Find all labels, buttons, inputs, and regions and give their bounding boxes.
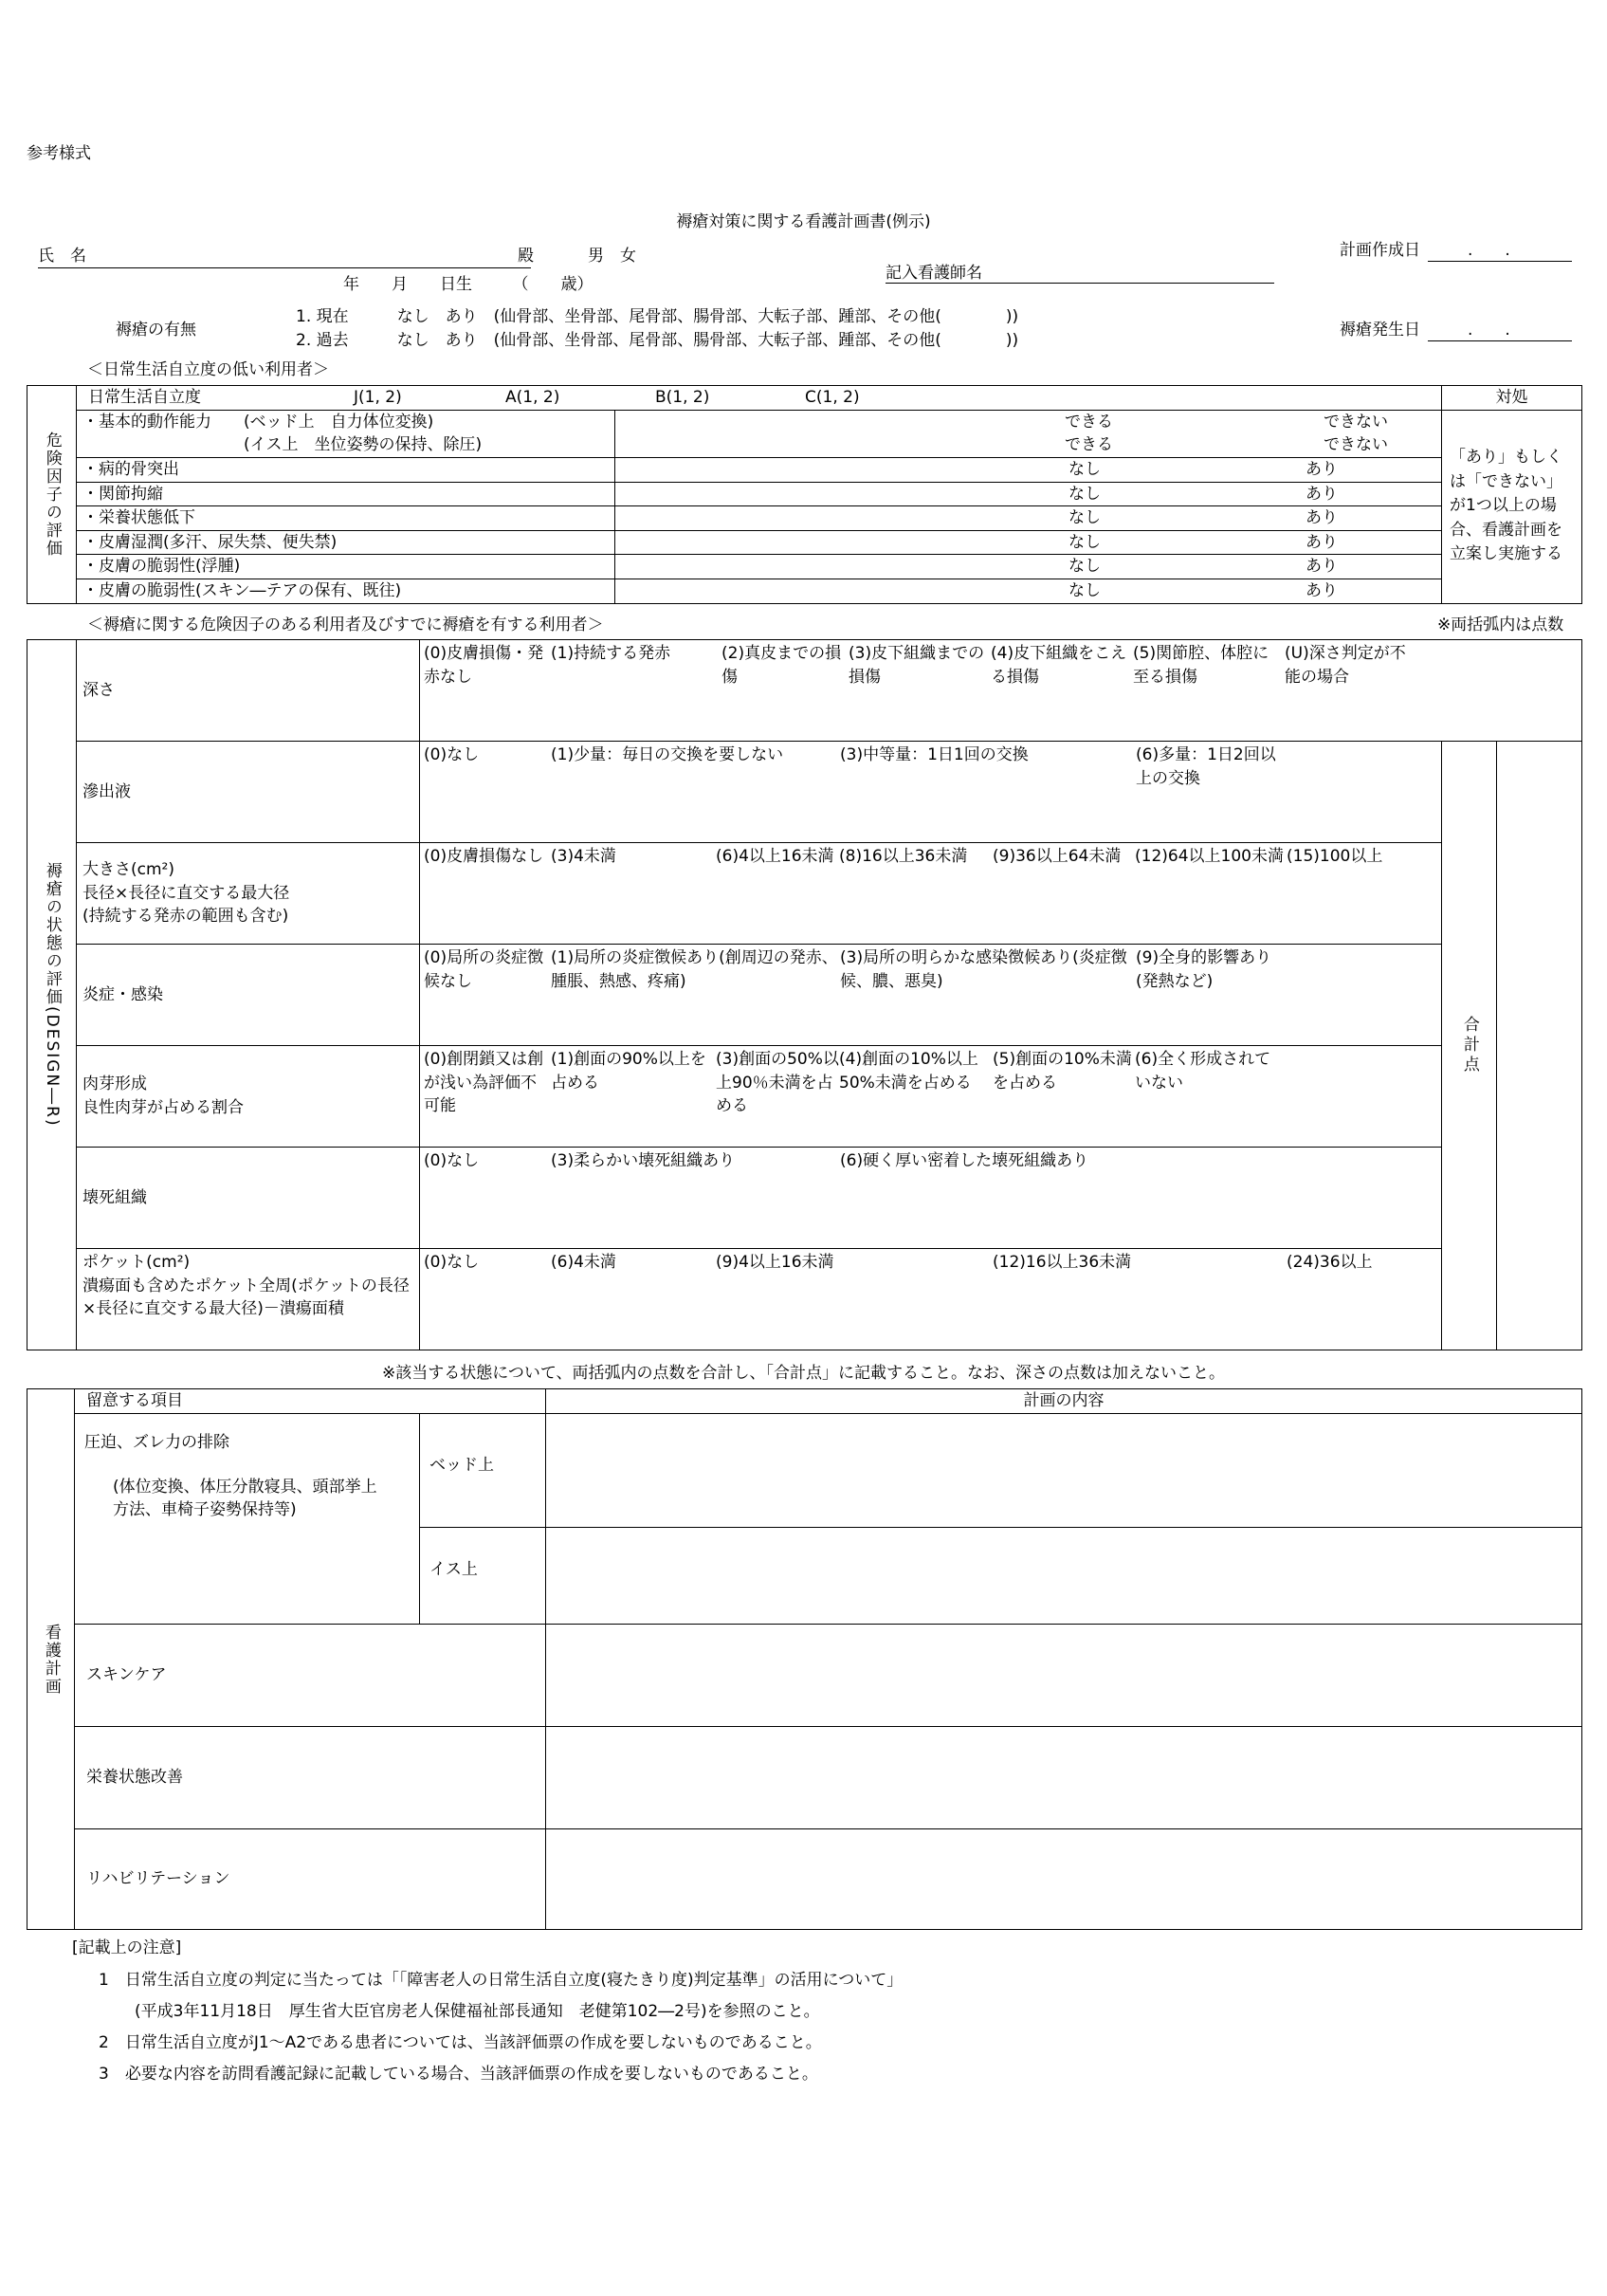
design-r-table <box>27 639 1582 1350</box>
factor-edema: ・皮膚の脆弱性(浮腫) <box>77 555 615 579</box>
necrosis-opt-3[interactable]: (3)柔らかい壊死組織あり <box>551 1151 736 1170</box>
depth-opt-0[interactable]: (0)皮膚損傷・発赤なし <box>424 644 544 687</box>
depth-opt-4[interactable]: (4)皮下組織をこえる損傷 <box>991 644 1127 687</box>
exudate-label: 滲出液 <box>77 742 420 843</box>
risk-factor-table <box>27 385 1582 604</box>
factor-moisture-none[interactable]: なし <box>1068 532 1101 552</box>
page-title: 褥瘡対策に関する看護計画書(例示) <box>676 212 931 231</box>
note-2: 2 日常生活自立度がJ1～A2である患者については、当該評価票の作成を要しないものであること。 <box>99 2033 822 2052</box>
nutrition-label: 栄養状態改善 <box>75 1727 546 1829</box>
bed-cannot[interactable]: できない <box>1324 412 1388 432</box>
exudate-opt-0[interactable]: (0)なし <box>424 745 480 764</box>
rehab-plan-content[interactable] <box>546 1829 1582 1930</box>
size-opt-3[interactable]: (3)4未満 <box>551 847 616 866</box>
depth-opt-5[interactable]: (5)関節腔、体腔に至る損傷 <box>1133 644 1269 687</box>
response-header: 対処 <box>1442 386 1582 411</box>
scoring-footnote: ※該当する状態について、両括弧内の点数を合計し、「合計点」に記載すること。なお、深さの点数は加えないこと。 <box>381 1364 1226 1383</box>
basic-ability-label: ・基本的動作能力 (ベッド上 自力体位変換) <box>82 412 434 432</box>
section1-side-label: 危険因子の評価 <box>27 386 77 604</box>
size-opt-15[interactable]: (15)100以上 <box>1287 847 1383 866</box>
onset-date-label: 褥瘡発生日 <box>1340 321 1420 340</box>
granulation-opt-6[interactable]: (6)全く形成されていない <box>1135 1050 1271 1093</box>
inflammation-label: 炎症・感染 <box>77 945 420 1046</box>
pocket-label-2: 潰瘍面も含めたポケット全周(ポケットの長径×長径に直交する最大径)－潰瘍面積 <box>82 1276 410 1319</box>
chair-can[interactable]: できる <box>1065 435 1113 455</box>
size-opt-0[interactable]: (0)皮膚損傷なし <box>424 847 544 866</box>
notes-heading: [記載上の注意] <box>72 1938 182 1957</box>
presence-label: 褥瘡の有無 <box>116 321 196 340</box>
skincare-plan-content[interactable] <box>546 1625 1582 1727</box>
pocket-opt-0[interactable]: (0)なし <box>424 1253 480 1272</box>
chair-cannot[interactable]: できない <box>1324 435 1388 455</box>
necrosis-label: 壊死組織 <box>77 1148 420 1249</box>
note-1: 1 日常生活自立度の判定に当たっては「「障害老人の日常生活自立度(寝たきり度)判定基準」の活用について」 <box>99 1971 904 1990</box>
presence-current[interactable]: 1. 現在 なし あり (仙骨部、坐骨部、尾骨部、腸骨部、大転子部、踵部、その他( )) <box>296 307 1019 326</box>
presence-past[interactable]: 2. 過去 なし あり (仙骨部、坐骨部、尾骨部、腸骨部、大転子部、踵部、その他( )) <box>296 331 1019 350</box>
nurse-label: 記入看護師名 <box>886 264 982 283</box>
factor-bone-none[interactable]: なし <box>1068 459 1101 479</box>
name-field[interactable] <box>38 267 531 268</box>
granulation-opt-1[interactable]: (1)創面の90%以上を占める <box>551 1050 706 1093</box>
pocket-opt-12[interactable]: (12)16以上36未満 <box>993 1253 1132 1272</box>
rehab-label: リハビリテーション <box>75 1829 546 1930</box>
size-label: 大きさ(cm²) <box>82 860 174 880</box>
factor-bone-yes[interactable]: あり <box>1306 459 1338 479</box>
bed-label: ベッド上 <box>420 1414 546 1528</box>
factor-skin-tear-yes[interactable]: あり <box>1306 581 1338 601</box>
exudate-opt-1[interactable]: (1)少量：毎日の交換を要しない <box>551 745 784 764</box>
note-1b: (平成3年11月18日 厚生省大臣官房老人保健福祉部長通知 老健第102―2号)を参照のこと。 <box>135 2002 820 2021</box>
pressure-sub: (体位変換、体圧分散寝具、頭部挙上方法、車椅子姿勢保持等) <box>113 1477 377 1520</box>
points-note: ※両括弧内は点数 <box>1437 615 1564 634</box>
plan-date-field[interactable] <box>1428 261 1572 262</box>
content-header: 計画の内容 <box>546 1389 1582 1414</box>
chair-plan-content[interactable] <box>546 1528 1582 1625</box>
size-opt-6[interactable]: (6)4以上16未満 <box>716 847 834 866</box>
inflammation-opt-9[interactable]: (9)全身的影響あり(発熱など) <box>1136 948 1272 991</box>
birth-date: 年 月 日生 （ 歳） <box>343 275 593 294</box>
factor-nutrition: ・栄養状態低下 <box>77 506 615 531</box>
factor-nutrition-none[interactable]: なし <box>1068 508 1101 528</box>
factor-contracture-yes[interactable]: あり <box>1306 484 1338 504</box>
necrosis-opt-0[interactable]: (0)なし <box>424 1151 480 1170</box>
section2-heading: ＜褥瘡に関する危険因子のある利用者及びすでに褥瘡を有する利用者＞ <box>87 615 604 634</box>
adl-label: 日常生活自立度 <box>88 388 201 407</box>
sample-label: 参考様式 <box>27 144 91 163</box>
factor-bone: ・病的骨突出 <box>77 457 615 482</box>
response-text: 「あり」もしくは「できない」が1つ以上の場合、看護計画を立案し実施する <box>1442 410 1582 603</box>
plan-date-sep: . . <box>1468 241 1510 260</box>
size-opt-8[interactable]: (8)16以上36未満 <box>839 847 968 866</box>
factor-edema-none[interactable]: なし <box>1068 557 1101 577</box>
bed-plan-content[interactable] <box>546 1414 1582 1528</box>
size-opt-12[interactable]: (12)64以上100未満 <box>1135 847 1284 866</box>
inflammation-opt-1[interactable]: (1)局所の炎症徴候あり(創周辺の発赤、腫脹、熱感、疼痛) <box>551 948 838 991</box>
depth-opt-1[interactable]: (1)持続する発赤 <box>551 644 671 663</box>
section1-heading: ＜日常生活自立度の低い利用者＞ <box>87 360 329 379</box>
exudate-opt-6[interactable]: (6)多量：1日2回以上の交換 <box>1136 745 1276 788</box>
total-score-label: 合計点 <box>1442 742 1497 1350</box>
factor-moisture-yes[interactable]: あり <box>1306 532 1338 552</box>
onset-date-field[interactable] <box>1428 340 1572 341</box>
honorific: 殿 <box>518 247 534 266</box>
pressure-label: 圧迫、ズレ力の排除 <box>84 1433 229 1452</box>
nutrition-plan-content[interactable] <box>546 1727 1582 1829</box>
granulation-opt-4[interactable]: (4)創面の10%以上50%未満を占める <box>839 1050 978 1093</box>
inflammation-opt-0[interactable]: (0)局所の炎症徴候なし <box>424 948 544 991</box>
adl-b[interactable]: B(1, 2) <box>655 388 710 407</box>
depth-opt-2[interactable]: (2)真皮までの損傷 <box>721 644 842 687</box>
name-label: 氏 名 <box>38 247 86 266</box>
note-3: 3 必要な内容を訪問看護記録に記載している場合、当該評価票の作成を要しないものであること。 <box>99 2065 818 2084</box>
skincare-label: スキンケア <box>75 1625 546 1727</box>
pocket-opt-24[interactable]: (24)36以上 <box>1287 1253 1373 1272</box>
section3-side-label: 看護計画 <box>27 1389 75 1930</box>
depth-opt-u[interactable]: (U)深さ判定が不能の場合 <box>1285 644 1406 687</box>
size-label-3: (持続する発赤の範囲も含む) <box>82 907 289 927</box>
basic-ability-label-2: (イス上 坐位姿勢の保持、除圧) <box>244 435 483 455</box>
granulation-opt-0[interactable]: (0)創閉鎖又は創が浅い為評価不可能 <box>424 1050 544 1116</box>
adl-a[interactable]: A(1, 2) <box>505 388 560 407</box>
granulation-opt-3[interactable]: (3)創面の50%以上90％未満を占める <box>716 1050 839 1116</box>
necrosis-opt-6[interactable]: (6)硬く厚い密着した壊死組織あり <box>840 1151 1089 1170</box>
nursing-plan-table <box>27 1388 1582 1930</box>
size-opt-9[interactable]: (9)36以上64未満 <box>993 847 1122 866</box>
chair-label: イス上 <box>420 1528 546 1625</box>
pocket-opt-9[interactable]: (9)4以上16未満 <box>716 1253 834 1272</box>
pocket-label: ポケット(cm²) <box>82 1253 191 1272</box>
pocket-opt-6[interactable]: (6)4未満 <box>551 1253 616 1272</box>
sex-options[interactable]: 男 女 <box>588 247 636 266</box>
total-score-field[interactable] <box>1497 742 1582 1350</box>
adl-c[interactable]: C(1, 2) <box>805 388 860 407</box>
inflammation-opt-3[interactable]: (3)局所の明らかな感染徴候あり(炎症徴候、膿、悪臭) <box>840 948 1127 991</box>
factor-skin-tear-none[interactable]: なし <box>1068 581 1101 601</box>
nurse-name-field[interactable] <box>886 283 1274 284</box>
factor-nutrition-yes[interactable]: あり <box>1306 508 1338 528</box>
granulation-label: 肉芽形成 <box>82 1075 147 1094</box>
exudate-opt-3[interactable]: (3)中等量：1日1回の交換 <box>840 745 1029 764</box>
factor-contracture: ・関節拘縮 <box>77 482 615 506</box>
factor-contracture-none[interactable]: なし <box>1068 484 1101 504</box>
onset-date-sep: . . <box>1468 321 1510 340</box>
item-header: 留意する項目 <box>75 1389 546 1414</box>
depth-label: 深さ <box>77 640 420 742</box>
size-label-2: 長径×長径に直交する最大径 <box>82 883 290 903</box>
depth-opt-3[interactable]: (3)皮下組織までの損傷 <box>849 644 985 687</box>
factor-moisture: ・皮膚湿潤(多汗、尿失禁、便失禁) <box>77 530 615 555</box>
plan-date-label: 計画作成日 <box>1340 241 1420 260</box>
adl-j[interactable]: J(1, 2) <box>354 388 402 407</box>
factor-skin-tear: ・皮膚の脆弱性(スキン―テアの保有、既往) <box>77 579 615 604</box>
bed-can[interactable]: できる <box>1065 412 1113 432</box>
granulation-label-2: 良性肉芽が占める割合 <box>82 1098 244 1117</box>
granulation-opt-5[interactable]: (5)創面の10%未満を占める <box>993 1050 1132 1093</box>
section2-side-label: 褥瘡の状態の評価(DESIGN―R) <box>27 640 77 1350</box>
factor-edema-yes[interactable]: あり <box>1306 557 1338 577</box>
